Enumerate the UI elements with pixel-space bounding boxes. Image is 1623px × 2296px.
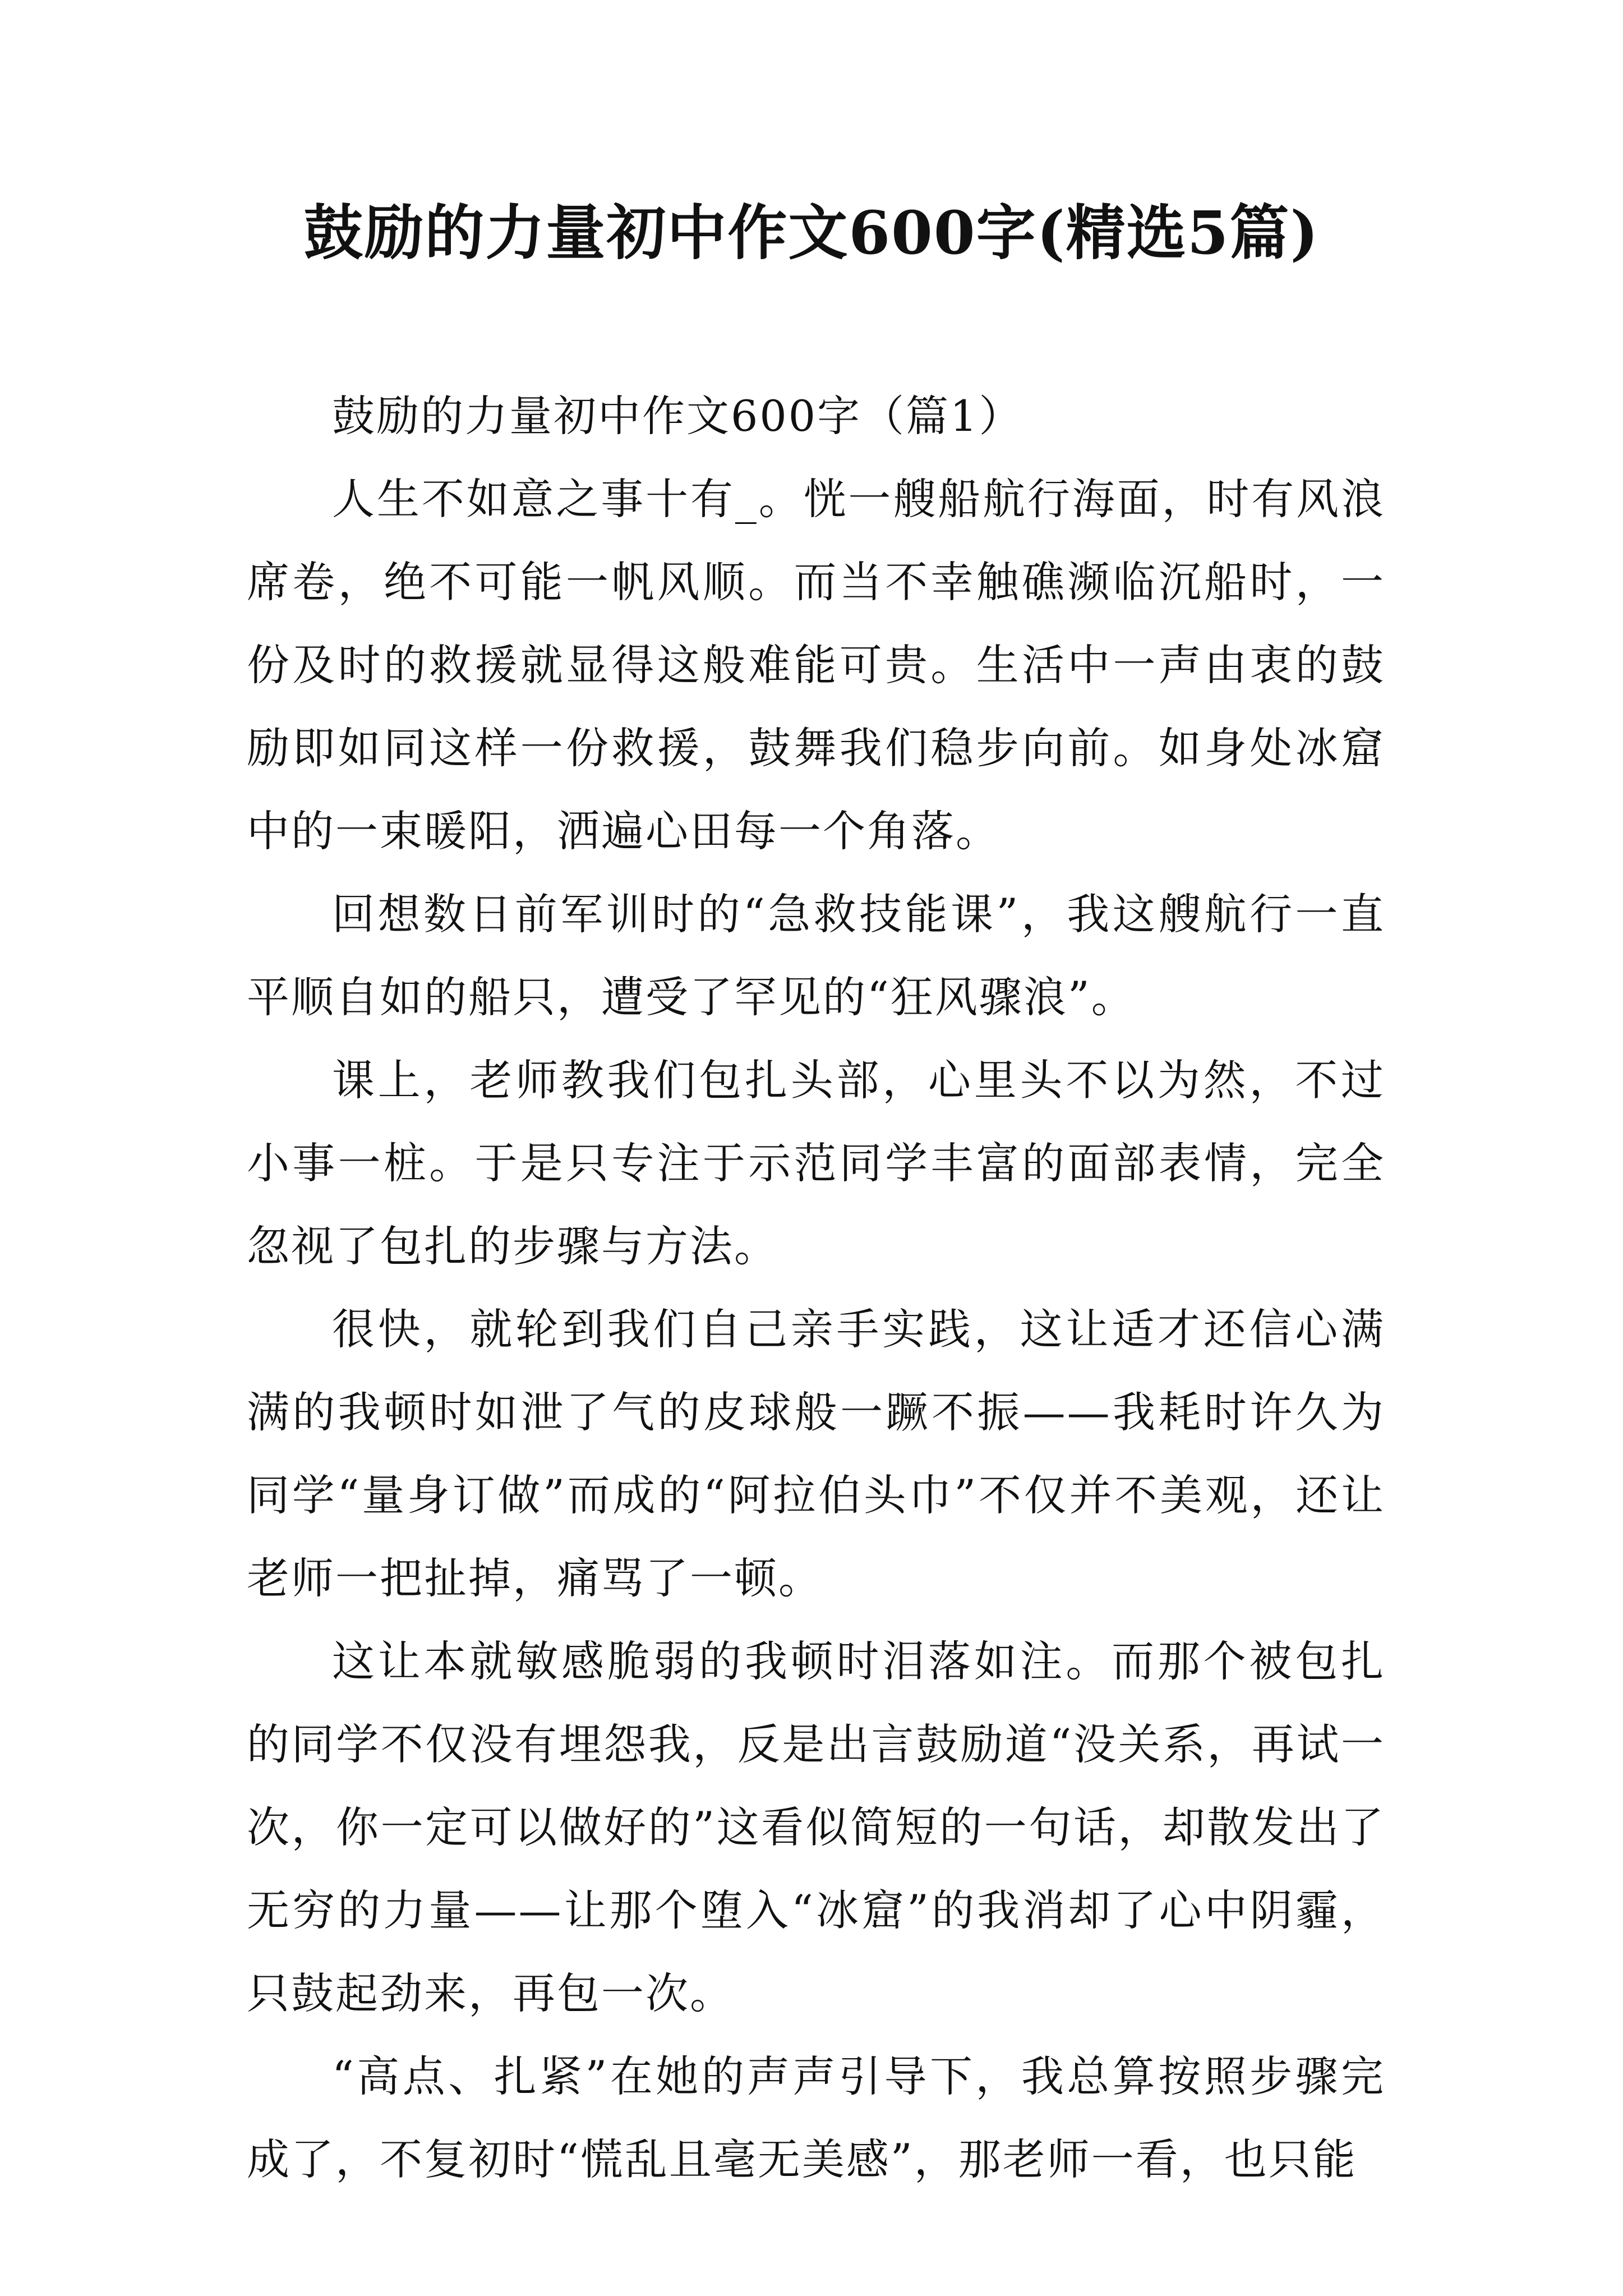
- paragraph: 这让本就敏感脆弱的我顿时泪落如注。而那个被包扎的同学不仅没有埋怨我，反是出言鼓励道“没关系，再试一次，你一定可以做好的”这看似简短的一句话，却散发出了无穷的力量——让那个堕入“冰窟”的我消却了心中阴霾，只鼓起劲来，再包一次。: [247, 1636, 1385, 2018]
- paragraph: “高点、扎紧”在她的声声引导下，我总算按照步骤完成了，不复初时“慌乱且毫无美感”，那老师一看，也只能: [247, 2051, 1385, 2184]
- paragraph: 课上，老师教我们包扎头部，心里头不以为然，不过小事一桩。于是只专注于示范同学丰富的面部表情，完全忽视了包扎的步骤与方法。: [247, 1055, 1385, 1271]
- paragraph: 很快，就轮到我们自己亲手实践，这让适才还信心满满的我顿时如泄了气的皮球般一蹶不振——我耗时许久为同学“量身订做”而成的“阿拉伯头巾”不仅并不美观，还让老师一把扯掉，痛骂了一顿。: [247, 1304, 1385, 1603]
- paragraph: 人生不如意之事十有_。恍一艘船航行海面，时有风浪席卷，绝不可能一帆风顺。而当不幸触礁濒临沉船时，一份及时的救援就显得这般难能可贵。生活中一声由衷的鼓励即如同这样一份救援，鼓舞我们稳步向前。如身处冰窟中的一束暖阳，洒遍心田每一个角落。: [247, 474, 1385, 856]
- section-heading: 鼓励的力量初中作文600字（篇1）: [332, 391, 1023, 441]
- document-title: 鼓励的力量初中作文600字(精选5篇): [303, 197, 1320, 268]
- article-body: [247, 375, 1385, 2201]
- paragraph: 回想数日前军训时的“急救技能课”，我这艘航行一直平顺自如的船只，遭受了罕见的“狂风骤浪”。: [247, 889, 1385, 1022]
